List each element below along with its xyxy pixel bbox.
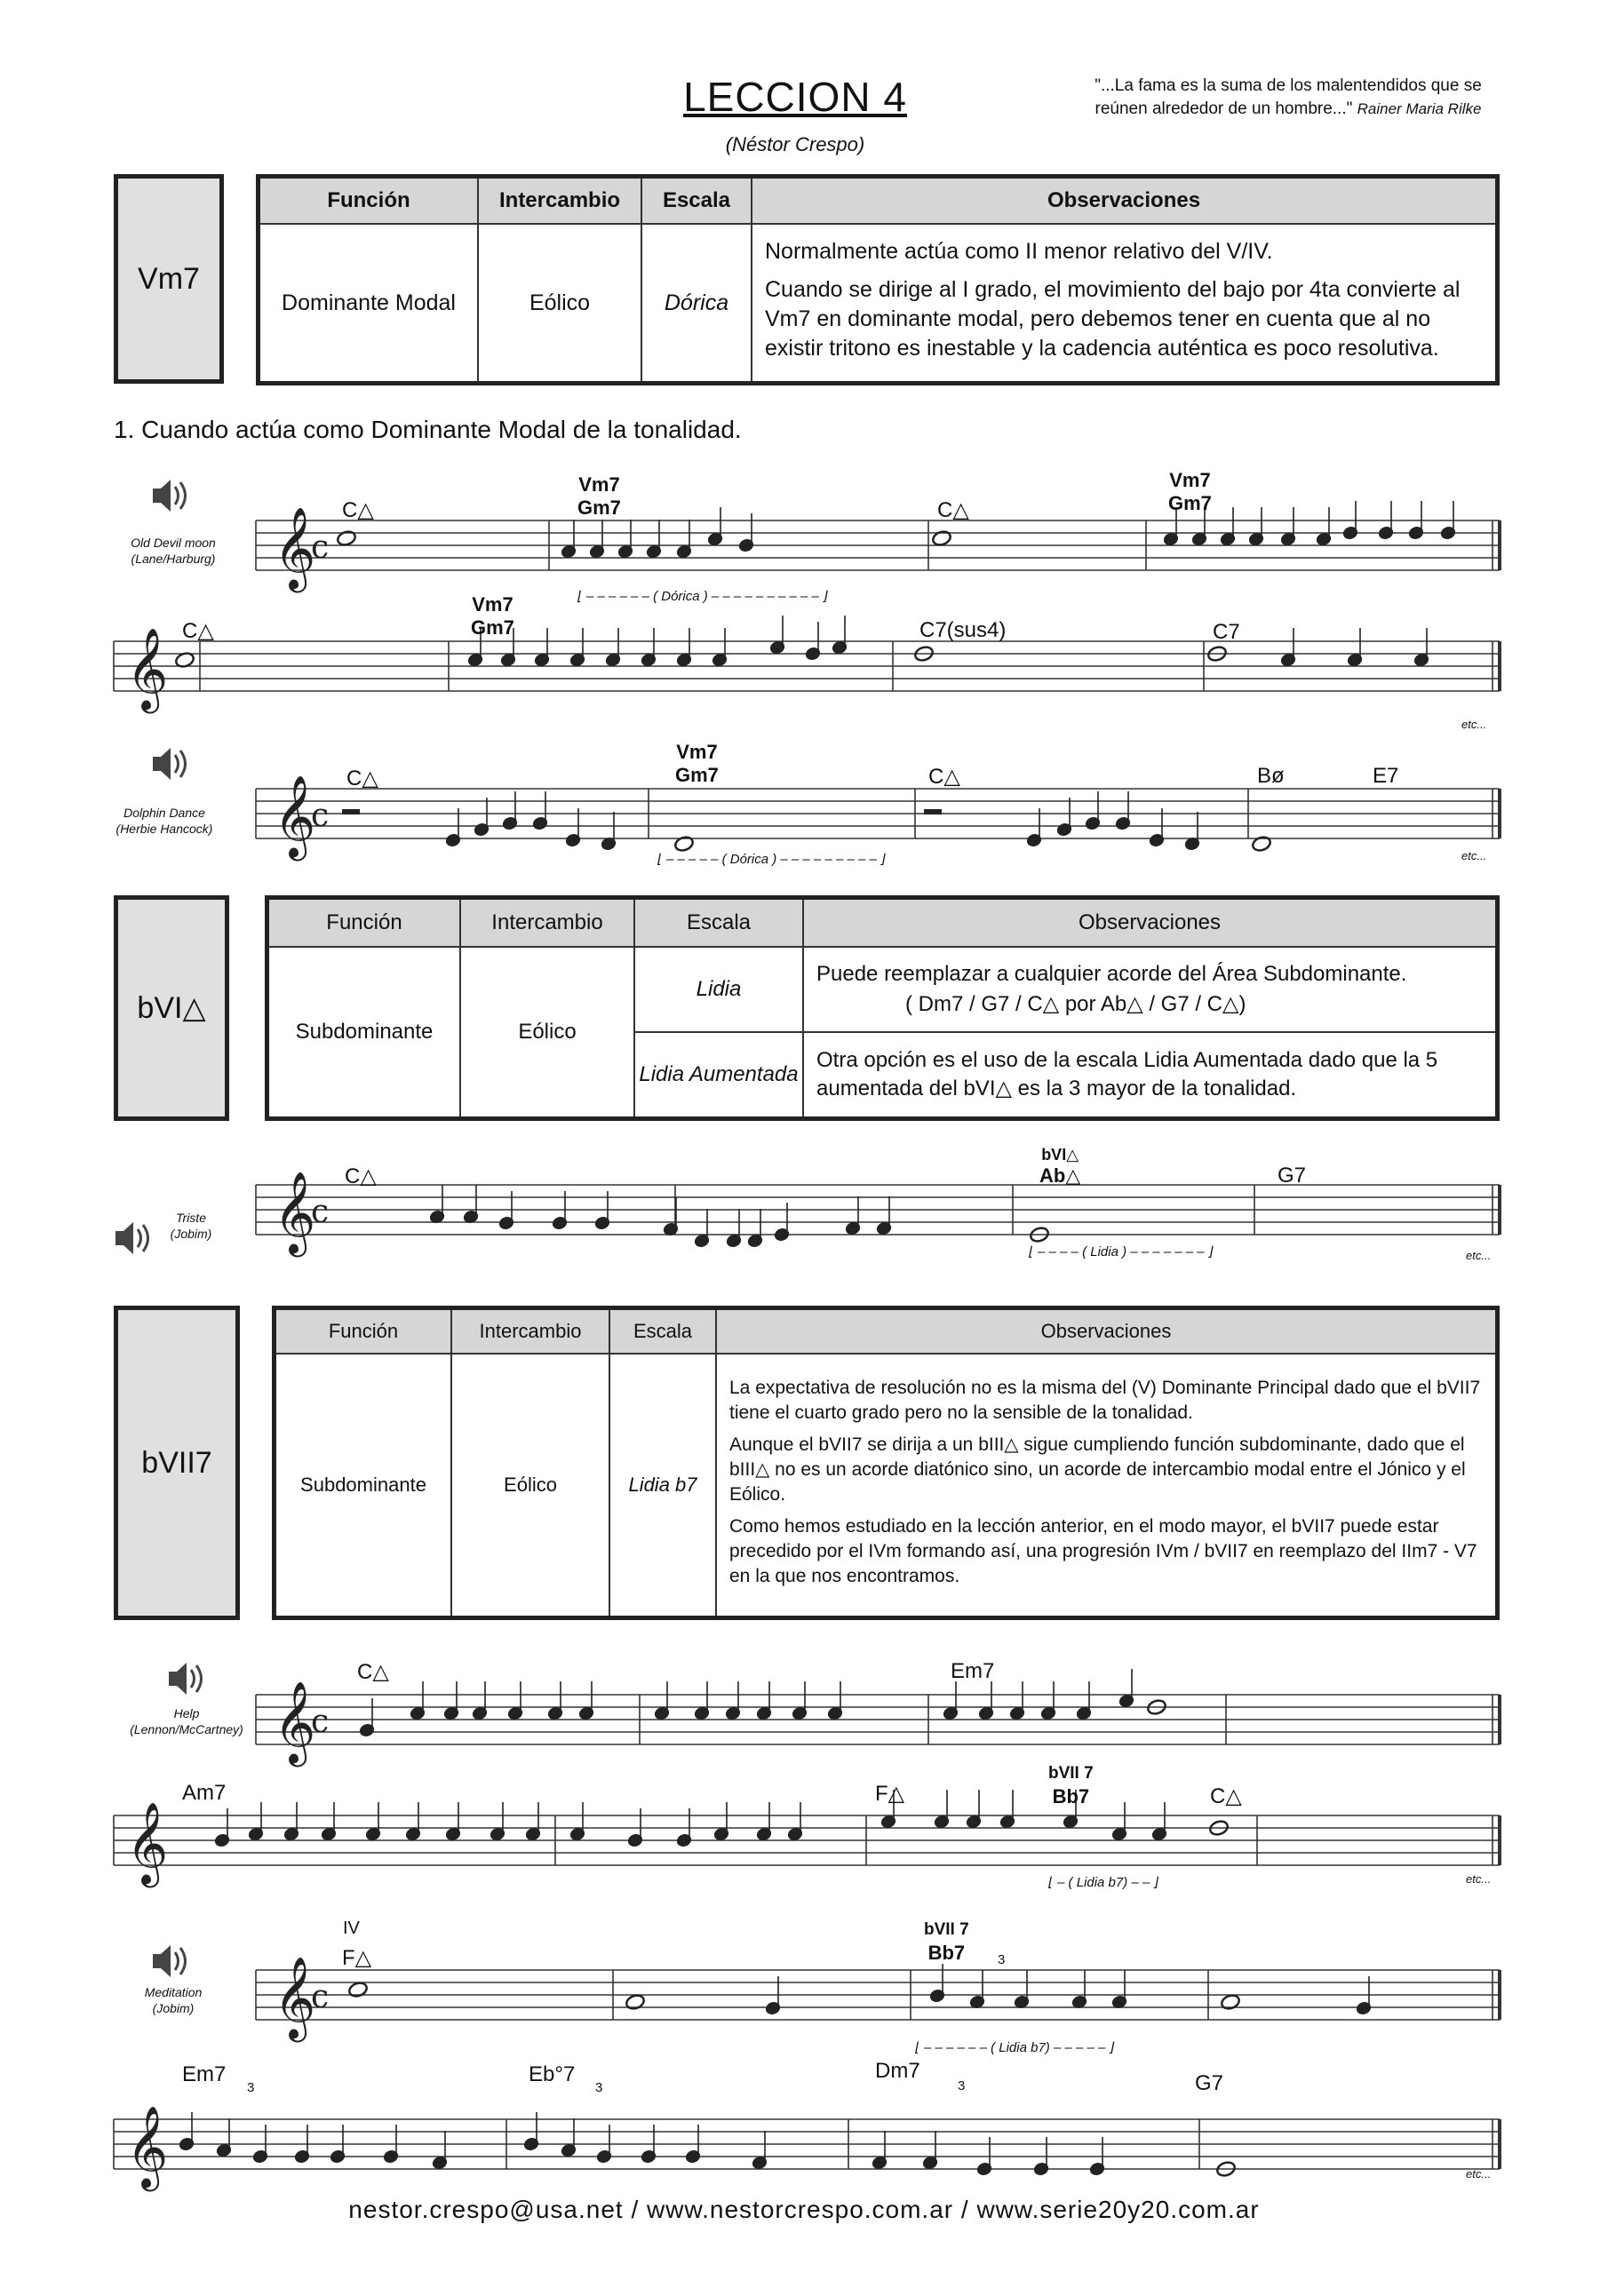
cell-funcion: Subdominante (275, 1354, 452, 1618)
chord-symbol: C△ (345, 1164, 377, 1188)
chord-symbol: Bø (1257, 764, 1285, 788)
treble-clef: 𝄞 (274, 775, 316, 857)
speaker-icon (153, 480, 186, 512)
header-funcion: Función (267, 898, 461, 948)
header-intercambio: Intercambio (478, 177, 641, 225)
cell-observaciones-1: Puede reemplazar a cualquier acorde del Área Subdominante. ( Dm7 / G7 / C△ por Ab△ / G7 / C△) (803, 947, 1498, 1032)
header-escala: Escala (641, 177, 752, 225)
treble-clef: 𝄞 (126, 2105, 169, 2188)
triplet-mark: 3 (247, 2080, 255, 2095)
time-signature: c (311, 1979, 330, 2015)
song-help: Help (Lennon/McCartney) (130, 1706, 243, 1736)
triplet-mark: 3 (998, 1952, 1006, 1967)
header-intercambio: Intercambio (460, 898, 634, 948)
etc-label: etc... (1461, 849, 1487, 862)
chord-symbol: C△ (928, 765, 960, 789)
bracket-lidia-b7: ⌊ – – – – – – ( Lidia b7) – – – – – ⌋ (915, 2040, 1115, 2055)
header-observaciones: Observaciones (716, 1308, 1498, 1355)
song-old-devil-moon: Old Devil moon (Lane/Harburg) (131, 536, 216, 566)
time-signature: c (311, 529, 330, 566)
cell-observaciones: Normalmente actúa como II menor relativo del V/IV. Cuando se dirige al I grado, el movimiento del bajo por 4ta convierte al Vm7 en dominante modal, pero debemos tener en cuenta que al no existir tritono es inestable y la cadencia auténtica es poco resolutiva. (752, 224, 1498, 384)
note-head (347, 1981, 369, 1998)
treble-clef: 𝄞 (274, 1680, 316, 1763)
author: (Néstor Crespo) (725, 133, 865, 155)
song-dolphin-dance: Dolphin Dance (Herbie Hancock) (115, 806, 213, 836)
cell-escala: Lidia b7 (609, 1354, 716, 1618)
note-head (1220, 1993, 1241, 2011)
note-head (673, 835, 695, 853)
triplet-mark: 3 (595, 2080, 603, 2095)
time-signature: c (311, 1704, 330, 1740)
quote-author: Rainer Maria Rilke (1357, 100, 1482, 117)
chord-symbol: C△ (346, 767, 378, 790)
speaker-icon (153, 1945, 186, 1977)
note-head (625, 1993, 646, 2011)
chord-symbol: C△ (1210, 1784, 1242, 1808)
treble-clef: 𝄞 (274, 506, 316, 589)
chord-symbol: bVII 7 Bb7 (924, 1920, 969, 1964)
section-heading: 1. Cuando actúa como Dominante Modal de la tonalidad. (114, 416, 742, 443)
rest (924, 809, 942, 814)
treble-clef: 𝄞 (126, 627, 169, 710)
chord-symbol: Em7 (182, 2062, 227, 2086)
header-escala: Escala (634, 898, 803, 948)
chord-symbol: E7 (1373, 764, 1399, 788)
bracket-dorica: ⌊ – – – – – – ( Dórica ) – – – – – – – – – – ⌋ (577, 589, 828, 604)
cell-escala: Dórica (641, 224, 752, 384)
cell-intercambio: Eólico (451, 1354, 609, 1618)
chord-symbol: C7 (1213, 620, 1240, 644)
chord-symbol: G7 (1195, 2071, 1224, 2095)
chord-symbol: C△ (182, 619, 214, 643)
cell-escala-1: Lidia (634, 947, 803, 1032)
chord-symbol: F△ (875, 1782, 905, 1806)
chord-symbol: Vm7 Gm7 (471, 593, 514, 639)
header-escala: Escala (609, 1308, 716, 1355)
chord-symbol: Eb°7 (529, 2062, 576, 2086)
header-observaciones: Observaciones (752, 177, 1498, 225)
treble-clef: 𝄞 (274, 1956, 316, 2038)
chord-symbol: Vm7 Gm7 (577, 473, 621, 519)
roman-numeral: IV (343, 1919, 360, 1938)
chord-symbol: C7(sus4) (919, 618, 1007, 642)
header-observaciones: Observaciones (803, 898, 1498, 948)
note-head (931, 529, 952, 547)
speaker-icon (153, 748, 186, 780)
time-signature: c (311, 798, 330, 834)
speaker-icon (115, 1222, 148, 1254)
header-funcion: Función (259, 177, 479, 225)
note-head (336, 529, 357, 547)
chord-symbol: C△ (342, 498, 374, 522)
chord-symbol: F△ (342, 1946, 372, 1970)
bracket-lidia: ⌊ – – – – ( Lidia ) – – – – – – – ⌋ (1029, 1244, 1214, 1259)
rest (342, 809, 360, 814)
function-table-bvii7 (272, 1306, 1500, 1620)
chord-symbol: C△ (937, 498, 969, 522)
chord-symbol: bVII 7 Bb7 (1048, 1764, 1094, 1807)
etc-label: etc... (1466, 2167, 1492, 2181)
cell-observaciones-2: Otra opción es el uso de la escala Lidia Aumentada dado que la 5 aumentada del bVI△ es la 3 mayor de la tonalidad. (803, 1032, 1498, 1119)
chord-symbol: Vm7 Gm7 (1168, 469, 1212, 514)
header-intercambio: Intercambio (451, 1308, 609, 1355)
treble-clef: 𝄞 (126, 1801, 169, 1884)
etc-label: etc... (1466, 1249, 1492, 1262)
cell-escala-2: Lidia Aumentada (634, 1032, 803, 1119)
header-funcion: Función (275, 1308, 452, 1355)
chord-symbol: Am7 (182, 1781, 227, 1805)
chord-symbol: C△ (357, 1660, 389, 1684)
footer-contact: nestor.crespo@usa.net / www.nestorcrespo.com.ar / www.serie20y20.com.ar (348, 2196, 1260, 2223)
function-table-bvi (265, 895, 1500, 1121)
etc-label: etc... (1461, 718, 1487, 731)
cell-observaciones: La expectativa de resolución no es la misma del (V) Dominante Principal dado que el bVII7 tiene el cuarto grado pero no la sensible de la tonalidad. Aunque el bVII7 se dirija a un bIII△ sigue cumpliendo función subdominante, dado que el bIII△ no es un acorde diatónico sino, un acorde de intercambio modal entre el Jónico y el Eólico. Como hemos estudiado en la lección anterior, en el modo mayor, el bVII7 puede estar precedido por el IVm formando así, una progresión IVm / bVII7 en reemplazo del IIm7 - V7 en la que nos encontramos. (716, 1354, 1498, 1618)
cell-intercambio: Eólico (460, 947, 634, 1119)
cell-funcion: Subdominante (267, 947, 461, 1119)
etc-label: etc... (1466, 1872, 1492, 1886)
triplet-mark: 3 (958, 2078, 966, 2093)
bracket-dorica: ⌊ – – – – – ( Dórica ) – – – – – – – – – ⌋ (657, 852, 886, 867)
song-meditation: Meditation (Jobim) (144, 1985, 203, 2015)
cell-funcion: Dominante Modal (259, 224, 479, 384)
treble-clef: 𝄞 (274, 1171, 316, 1253)
chord-symbol: G7 (1278, 1164, 1307, 1188)
chord-box-bvi: bVI△ (114, 895, 229, 1121)
chord-symbol: Em7 (951, 1659, 995, 1683)
note-head (1251, 835, 1272, 853)
cell-intercambio: Eólico (478, 224, 641, 384)
speaker-icon (169, 1663, 202, 1695)
chord-box-vm7: Vm7 (114, 174, 224, 384)
chord-symbol: bVI△ Ab△ (1039, 1146, 1081, 1187)
chord-box-bvii7: bVII7 (114, 1306, 240, 1620)
epigraph-quote: "...La fama es la suma de los malentendidos que se reúnen alrededor de un hombre..." Rainer Maria Rilke (1095, 76, 1482, 118)
chord-symbol: Dm7 (875, 2059, 920, 2083)
bracket-lidia-b7: ⌊ – ( Lidia b7) – – ⌋ (1048, 1875, 1159, 1890)
time-signature: c (311, 1194, 330, 1230)
page-title: LECCION 4 (683, 74, 907, 120)
chord-symbol: Vm7 Gm7 (675, 741, 719, 786)
song-triste: Triste (Jobim) (170, 1211, 212, 1241)
